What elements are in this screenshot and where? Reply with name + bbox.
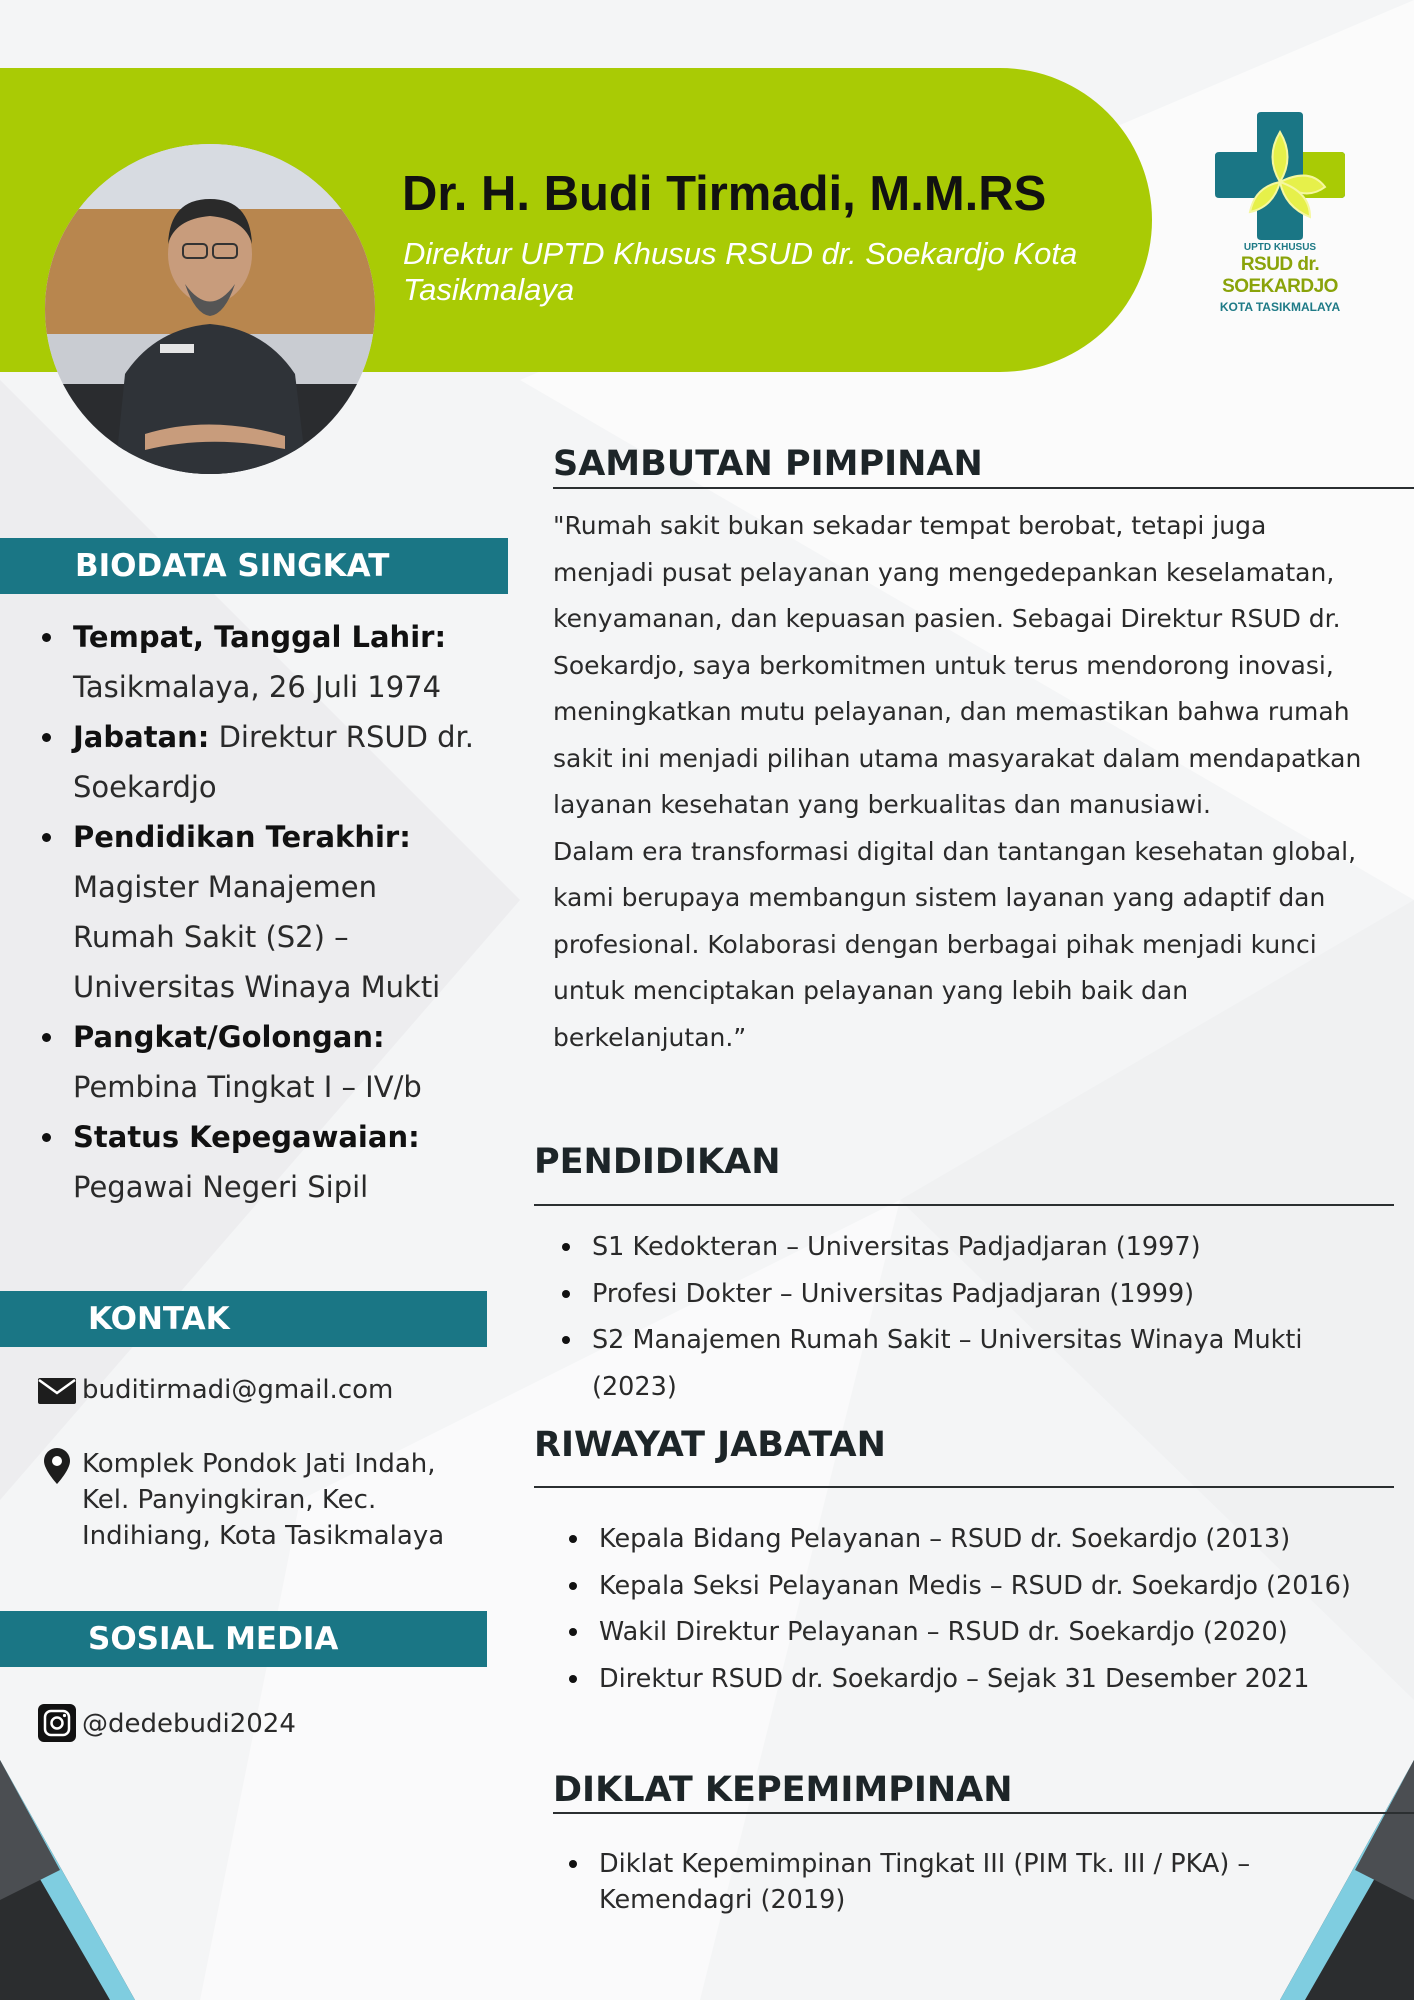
envelope-icon [38, 1372, 82, 1404]
kontak-title: KONTAK [0, 1291, 487, 1347]
location-pin-icon [38, 1446, 82, 1484]
sambutan-paragraph-1: "Rumah sakit bukan sekadar tempat berobat, tetapi juga menjadi pusat pelayanan yang mengedepankan keselamatan, kenyamanan, dan kepuasan pasien. Sebagai Direktur RSUD dr. Soekardjo, saya berkomitmen untuk terus mendorong inovasi, meningkatkan mutu pelayanan, dan memastikan bahwa rumah sakit ini menjadi pilihan utama masyarakat dalam mendapatkan layanan kesehatan yang berkualitas dan manusiawi. [553, 511, 1362, 819]
address-text: Komplek Pondok Jati Indah, Kel. Panyingkiran, Kec. Indihiang, Kota Tasikmalaya [82, 1449, 445, 1551]
riwayat-jabatan-divider [534, 1486, 1394, 1488]
email-text[interactable]: buditirmadi@gmail.com [82, 1375, 394, 1405]
list-item: S2 Manajemen Rumah Sakit – Universitas Winaya Mukti (2023) [554, 1317, 1364, 1410]
profile-photo [45, 144, 375, 474]
list-item: Jabatan: Direktur RSUD dr. Soekardjo [40, 712, 480, 812]
riwayat-jabatan-title: RIWAYAT JABATAN [534, 1425, 886, 1465]
profile-position: Direktur UPTD Khusus RSUD dr. Soekardjo Kota Tasikmalaya [403, 236, 1078, 307]
list-item: Kepala Seksi Pelayanan Medis – RSUD dr. Soekardjo (2016) [561, 1563, 1361, 1610]
biodata-title: BIODATA SINGKAT [0, 538, 508, 594]
list-item: Status Kepegawaian: Pegawai Negeri Sipil [40, 1112, 480, 1212]
sambutan-text [553, 503, 1373, 1061]
list-item: Direktur RSUD dr. Soekardjo – Sejak 31 Desember 2021 [561, 1656, 1361, 1703]
list-item: Pendidikan Terakhir: Magister Manajemen Rumah Sakit (S2) – Universitas Winaya Mukti [40, 812, 480, 1012]
sambutan-divider [553, 487, 1414, 489]
hospital-logo [1190, 112, 1370, 314]
profile-name: Dr. H. Budi Tirmadi, M.M.RS [402, 167, 1047, 221]
list-item: Diklat Kepemimpinan Tingkat III (PIM Tk. III / PKA) – Kemendagri (2019) [561, 1846, 1321, 1918]
diklat-list [561, 1846, 1321, 1918]
diklat-divider [553, 1812, 1414, 1814]
hospital-cross-icon [1215, 112, 1345, 240]
sambutan-paragraph-2: Dalam era transformasi digital dan tantangan kesehatan global, kami berupaya membangun sistem layanan yang adaptif dan profesional. Kolaborasi dengan berbagai pihak menjadi kunci untuk menciptakan pelayanan yang lebih baik dan berkelanjutan.” [553, 836, 1357, 1052]
list-item: Profesi Dokter – Universitas Padjadjaran (1999) [554, 1271, 1364, 1318]
pendidikan-list [554, 1224, 1364, 1410]
logo-main-text: RSUD dr. SOEKARDJO [1222, 254, 1338, 297]
biodata-list [40, 612, 480, 1212]
sosial-media-title: SOSIAL MEDIA [0, 1611, 487, 1667]
list-item: Tempat, Tanggal Lahir: Tasikmalaya, 26 Juli 1974 [40, 612, 480, 712]
email-row [38, 1372, 488, 1408]
list-item: S1 Kedokteran – Universitas Padjadjaran (1997) [554, 1224, 1364, 1271]
logo-city-text: KOTA TASIKMALAYA [1219, 300, 1341, 314]
instagram-icon [38, 1706, 82, 1742]
pendidikan-divider [534, 1204, 1394, 1206]
diklat-title: DIKLAT KEPEMIMPINAN [553, 1770, 1013, 1810]
list-item: Wakil Direktur Pelayanan – RSUD dr. Soekardjo (2020) [561, 1609, 1361, 1656]
list-item: Kepala Bidang Pelayanan – RSUD dr. Soekardjo (2013) [561, 1516, 1361, 1563]
list-item: Pangkat/Golongan: Pembina Tingkat I – IV/b [40, 1012, 480, 1112]
pendidikan-title: PENDIDIKAN [534, 1142, 781, 1182]
sambutan-title: SAMBUTAN PIMPINAN [553, 444, 983, 484]
riwayat-jabatan-list [561, 1516, 1361, 1702]
instagram-row [38, 1706, 488, 1742]
logo-small-text: UPTD KHUSUS [1243, 242, 1317, 253]
address-row [38, 1446, 488, 1554]
instagram-handle[interactable]: @dedebudi2024 [82, 1709, 296, 1739]
